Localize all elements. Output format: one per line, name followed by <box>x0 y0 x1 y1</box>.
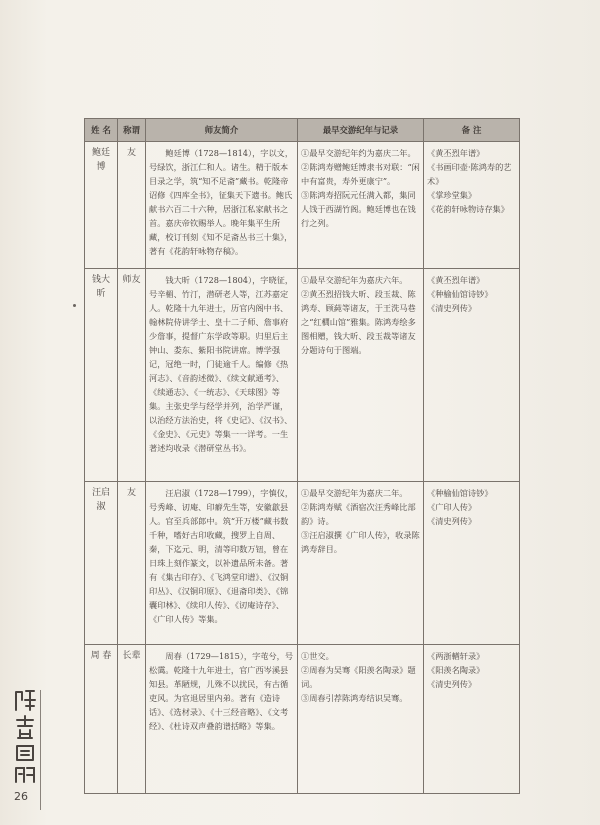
record-line: ②陈鸿寿赠鲍廷博隶书对联：“闲中有富贵，寿外更康宁”。 <box>301 162 420 186</box>
note-line: 《清史列传》 <box>427 516 477 526</box>
page-number: 26 <box>14 790 28 803</box>
intro-text: 鲍廷博（1728—1814），字以文，号绿饮，浙江仁和人。诸生。精于版本目录之学，筑“知不足斋”藏书。乾隆帝诏修《四库全书》，征集天下遗书。鲍氏献书六百二十六种，居浙江私家献书之首。嘉庆帝钦赐举人。晚年集平生所藏，校订刊刻《知不足斋丛书三十集》，著有《花韵轩咏物存稿》。 <box>146 142 298 269</box>
relation: 友 <box>118 142 146 269</box>
friends-table <box>84 118 520 794</box>
note-line: 《书画印壶·陈鸿寿的艺术》 <box>427 162 512 186</box>
intro-text: 周春（1729—1815），字芚兮，号松霭。乾隆十九年进士，官广西岑溪县知县。革陋规，儿殊不以扰民，有古循吏风。为官退居里内弟。著有《造诗话》、《选材录》、《十三经音略》、《文考经》、《杜诗双声叠韵谱括略》等集。 <box>146 645 298 794</box>
header-name: 姓 名 <box>85 119 118 142</box>
note-line: 《花韵轩咏物诗存集》 <box>427 204 509 214</box>
record-line: ①最早交游纪年约为嘉庆二年。 <box>301 148 416 158</box>
table-row <box>85 482 520 645</box>
note-line: 《清史列传》 <box>427 303 477 313</box>
table-row <box>85 142 520 269</box>
header-relation: 称谓 <box>118 119 146 142</box>
record-line: ③汪启淑撰《广印人传》，收录陈鸿寿辞目。 <box>301 530 420 554</box>
relation: 友 <box>118 482 146 645</box>
intro-text: 汪启淑（1728—1799），字慎仪，号秀峰、讱庵、印癖先生等，安徽歙县人。官至兵部郎中。筑“开万楼”藏书数千种，嗜好古印收藏，搜罗上自周、秦，下迄元、明，清等印数万钮，曾在日珠上刻作篆文，以补遗品所未备。著有《集古印存》、《飞鸿堂印谱》、《汉铜印丛》、《汉铜印原》、《退斋印类》、《锦囊印林》、《续印人传》、《讱庵诗存》、《广印人传》等集。 <box>146 482 298 645</box>
person-name: 钱大昕 <box>85 269 118 482</box>
note-line: 《种榆仙馆诗钞》 <box>427 289 493 299</box>
record-cell <box>298 142 424 269</box>
note-line: 《掌珍堂集》 <box>427 190 477 200</box>
note-line: 《两浙輶轩录》 <box>427 651 485 661</box>
record-line: ②黄丕烈招钱大昕、段玉裁、陈鸿寿、顾蒓等诸友，于王洗马巷之“红櫚山馆”雅集。陈鸿寿绘多图相赠，钱大昕、段玉裁等诸友分题诗句于图端。 <box>301 289 416 355</box>
header-note: 备 注 <box>424 119 520 142</box>
record-line: ③周春引荐陈鸿寿结识吴骞。 <box>301 693 408 703</box>
record-line: ③陈鸿寿招阮元任满入都，集同人饯于西湖竹阁。鲍廷博也在饯行之列。 <box>301 190 416 228</box>
record-line: ②周春为吴骞《阳羡名陶录》题词。 <box>301 665 416 689</box>
person-name: 鲍廷博 <box>85 142 118 269</box>
note-line: 《种榆仙馆诗钞》 <box>427 488 493 498</box>
record-line: ①世交。 <box>301 651 334 661</box>
relation: 师友 <box>118 269 146 482</box>
side-calligraphy-logo <box>12 688 38 784</box>
note-cell <box>424 142 520 269</box>
note-line: 《清史列传》 <box>427 679 477 689</box>
note-line: 《黄丕烈年谱》 <box>427 275 485 285</box>
relation: 长辈 <box>118 645 146 794</box>
record-line: ②陈鸿寿赋《酒宿次汪秀峰比部韵》诗。 <box>301 502 416 526</box>
note-cell <box>424 482 520 645</box>
margin-rule <box>40 690 41 810</box>
record-cell <box>298 482 424 645</box>
record-cell <box>298 645 424 794</box>
table-header-row <box>85 119 520 142</box>
table-row <box>85 269 520 482</box>
note-line: 《黄丕烈年谱》 <box>427 148 485 158</box>
record-line: ①最早交游纪年为嘉庆二年。 <box>301 488 408 498</box>
record-cell <box>298 269 424 482</box>
note-cell <box>424 645 520 794</box>
record-line: ①最早交游纪年为嘉庆六年。 <box>301 275 408 285</box>
intro-text: 钱大昕（1728—1804），字晓征，号辛楣、竹汀，潜研老人等，江苏嘉定人。乾隆十九年进士，历官内阁中书、翰林院侍讲学士、皇十二子师、詹事府少詹事，提督广东学政等职。归里后主钟山、娄东、紫阳书院讲席。博学强记，冠绝一时，门徒逾千人。编修《热河志》、《音韵述微》、《续文献通考》、《续通志》、《一统志》、《天球图》等集。主张史学与经学并列，治学严谨，以治经方法治史，将《史记》、《汉书》、《金史》、《元史》等集一一详考。一生著述均收录《潜研堂丛书》。 <box>146 269 298 482</box>
header-record: 最早交游纪年与记录 <box>298 119 424 142</box>
note-line: 《广印人传》 <box>427 502 477 512</box>
person-name: 汪启淑 <box>85 482 118 645</box>
header-intro: 师友简介 <box>146 119 298 142</box>
table-row <box>85 645 520 794</box>
note-cell <box>424 269 520 482</box>
note-line: 《阳羡名陶录》 <box>427 665 485 675</box>
person-name: 周 春 <box>85 645 118 794</box>
speck <box>73 304 76 307</box>
